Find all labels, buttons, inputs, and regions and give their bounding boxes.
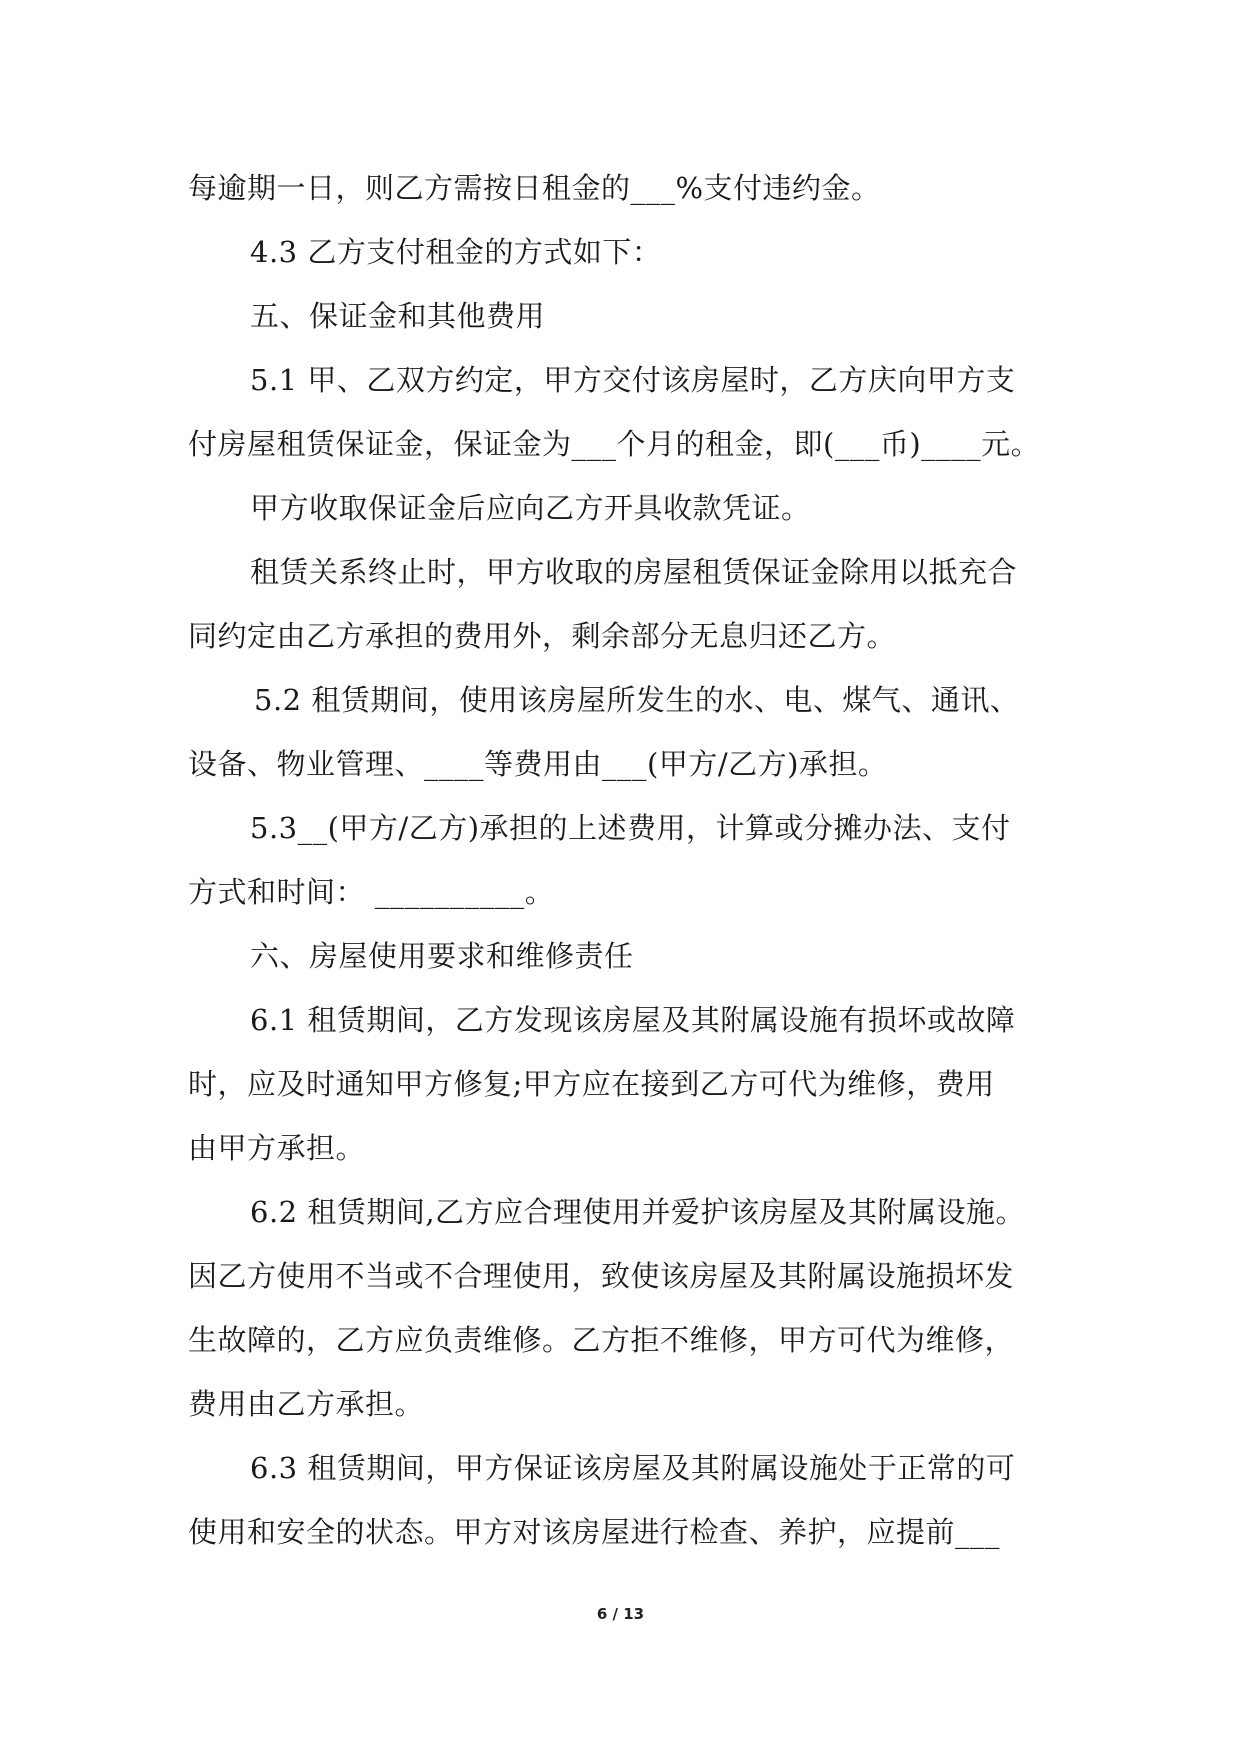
document-body (188, 156, 1048, 1564)
text-line: 每逾期一日，则乙方需按日租金的___%支付违约金。 (188, 171, 881, 205)
text-line: 方式和时间： __________。 (188, 875, 555, 909)
text-line: 使用和安全的状态。甲方对该房屋进行检查、养护，应提前___ (188, 1515, 1001, 1549)
text-line: 付房屋租赁保证金，保证金为___个月的租金，即(___币)____元。 (188, 427, 1041, 461)
clause-4-3: 4.3 乙方支付租金的方式如下： (250, 235, 662, 269)
text-line: 设备、物业管理、____等费用由___(甲方/乙方)承担。 (188, 747, 888, 781)
clause-6-1: 6.1 租赁期间，乙方发现该房屋及其附属设施有损坏或故障 (250, 1003, 1016, 1037)
text-line: 甲方收取保证金后应向乙方开具收款凭证。 (250, 491, 811, 525)
section-heading-5: 五、保证金和其他费用 (250, 299, 546, 333)
text-line: 由甲方承担。 (188, 1131, 366, 1165)
text-line: 因乙方使用不当或不合理使用，致使该房屋及其附属设施损坏发 (188, 1259, 1015, 1293)
clause-5-3: 5.3__(甲方/乙方)承担的上述费用，计算或分摊办法、支付 (250, 811, 1011, 845)
clause-5-1: 5.1 甲、乙双方约定，甲方交付该房屋时，乙方庆向甲方支 (250, 363, 1016, 397)
page-number: 6 / 13 (596, 1605, 645, 1623)
text-line: 租赁关系终止时，甲方收取的房屋租赁保证金除用以抵充合 (250, 555, 1018, 589)
clause-5-2: 5.2 租赁期间，使用该房屋所发生的水、电、煤气、通讯、 (254, 683, 1020, 717)
clause-6-2: 6.2 租赁期间,乙方应合理使用并爱护该房屋及其附属设施。 (250, 1195, 1026, 1229)
text-line: 费用由乙方承担。 (188, 1387, 425, 1421)
text-line: 同约定由乙方承担的费用外，剩余部分无息归还乙方。 (188, 619, 897, 653)
section-heading-6: 六、房屋使用要求和维修责任 (250, 939, 634, 973)
text-line: 生故障的，乙方应负责维修。乙方拒不维修，甲方可代为维修， (188, 1323, 1015, 1357)
clause-6-3: 6.3 租赁期间，甲方保证该房屋及其附属设施处于正常的可 (250, 1451, 1016, 1485)
text-line: 时，应及时通知甲方修复;甲方应在接到乙方可代为维修，费用 (188, 1067, 995, 1101)
